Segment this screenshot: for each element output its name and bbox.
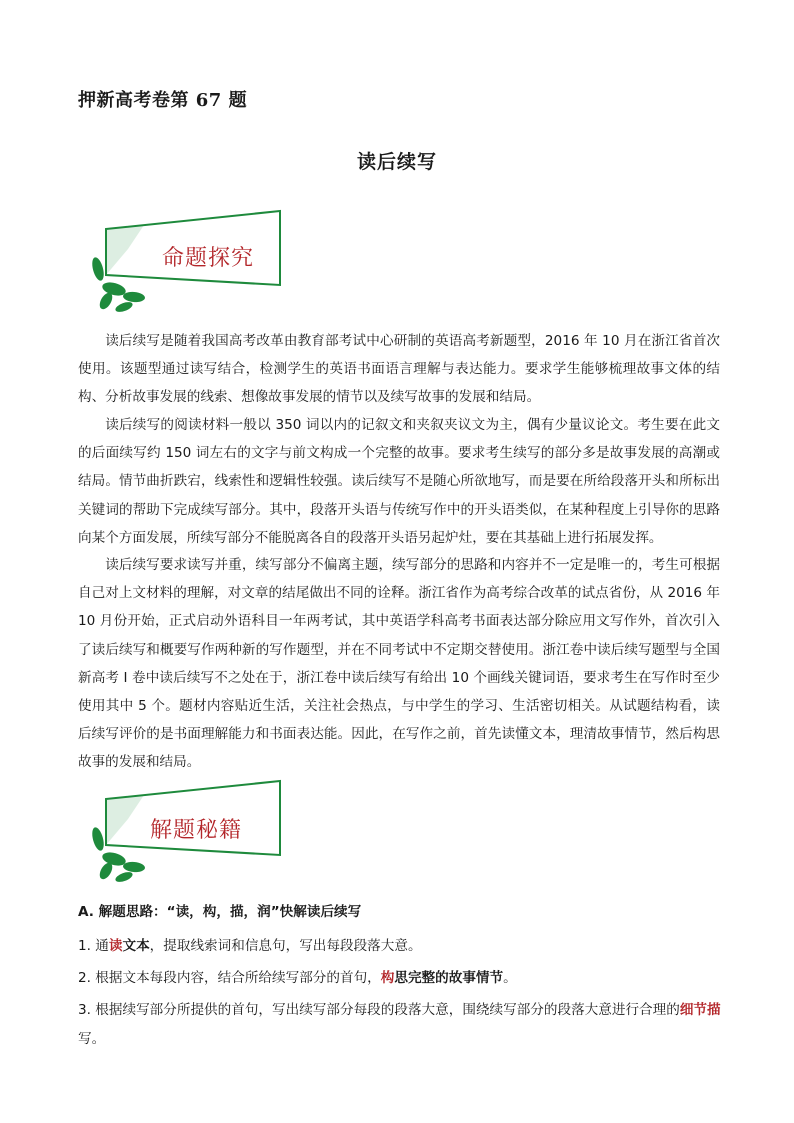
explore-banner [84, 205, 284, 315]
step-highlight: 构 [380, 970, 395, 986]
explore-banner-label: 命题探究 [162, 246, 255, 271]
step-highlight: 细节 [679, 1002, 708, 1018]
method-step-1 [78, 932, 724, 961]
intro-paragraph-1: 读后续写是随着我国高考改革由教育部考试中心研制的英语高考新题型，2016 年 10 月在浙江省首次使用。该题型通过读写结合，检测学生的英语书面语言理解与表达能力。要求学生能够梳理故事文体的结构、分析故事发展的线索、想像故事发展的情节以及续写故事的发展和结局。 [78, 333, 720, 406]
page-header: 押新高考卷第 67 题 [78, 90, 248, 111]
step-text: 。 [503, 970, 517, 986]
tips-banner-label: 解题秘籍 [150, 818, 243, 843]
intro-paragraph-3: 读后续写要求读写并重，续写部分不偏离主题，续写部分的思路和内容并不一定是唯一的，考生可根据自己对上文材料的理解，对文章的结尾做出不同的诠释。浙江省作为高考综合改革的试点省份，从 2016 年 10 月份开始，正式启动外语科目一年两考试，其中英语学科高考书面表达部分除应用文写作外，首次引入了读后续写和概要写作两种新的写作题型，并在不同考试中不定期交替使用。浙江卷中读后续写题型与全国新高考 I 卷中读后续写不之处在于，浙江卷中读后续写有给出 10 个画线关键词语，要求考生在写作时至少使用其中 5 个。题材内容贴近生活，关注社会热点，与中学生的学习、生活密切相关。从试题结构看，读后续写评价的是书面理解能力和书面表达能。因此，在写作之前，首先读懂文本，理清故事情节，然后构思故事的发展和结局。 [78, 557, 720, 771]
step-text: 2. 根据文本每段内容，结合所给续写部分的首句， [78, 970, 381, 986]
step-highlight: 读 [108, 938, 123, 954]
tips-banner [84, 775, 284, 885]
step-text: 写。 [78, 1031, 106, 1047]
method-step-2 [78, 964, 724, 993]
document-title: 读后续写 [356, 151, 437, 173]
step-text: ，提取线索词和信息句，写出每段段落大意。 [149, 938, 422, 954]
method-heading: A. 解题思路：“读，构，描，润”快解读后续写 [78, 904, 362, 920]
step-text: 1. 通 [78, 938, 109, 954]
intro-paragraph-2: 读后续写的阅读材料一般以 350 词以内的记叙文和夹叙夹议文为主，偶有少量议论文。考生要在此文的后面续写约 150 词左右的文字与前文构成一个完整的故事。要求考生续写的部分多是故事发展的高潮或结局。情节曲折跌宕，线索性和逻辑性较强。读后续写不是随心所欲地写，而是要在所给段落开头和所标出关键词的帮助下完成续写部分。其中，段落开头语与传统写作中的开头语类似，在某种程度上引导你的思路向某个方面发展，所续写部分不能脱离各自的段落开头语另起炉灶，要在其基础上进行拓展发挥。 [78, 417, 720, 546]
step-bold: 文本 [122, 938, 150, 954]
step-bold: 思完整的故事情节 [394, 970, 504, 986]
step-text: 3. 根据续写部分所提供的首句，写出续写部分每段的段落大意，围绕续写部分的段落大意进行合理的 [78, 1002, 680, 1018]
method-step-3 [78, 996, 724, 1054]
step-highlight: 描 [707, 1002, 721, 1018]
